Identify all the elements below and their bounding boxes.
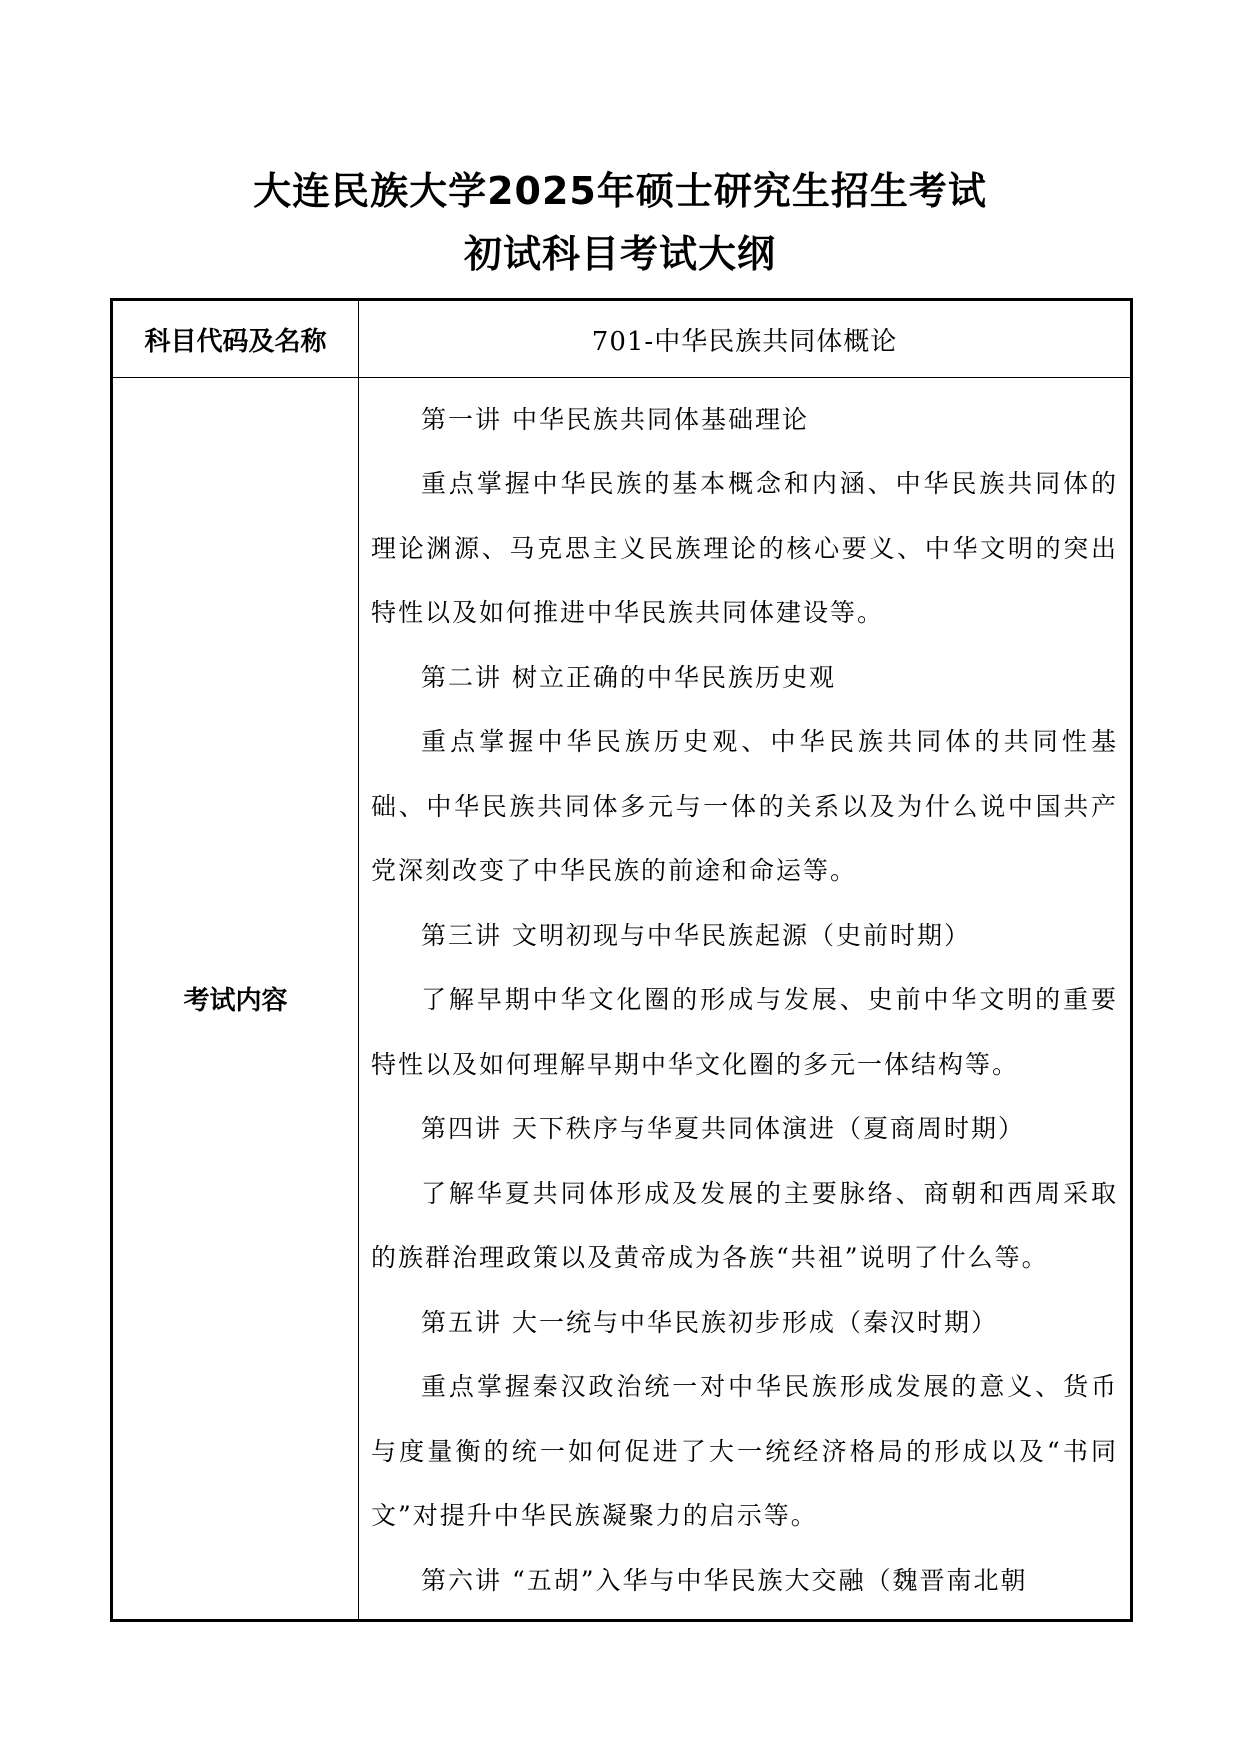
table-row [112, 300, 1132, 378]
lecture-3-heading: 第三讲 文明初现与中华民族起源（史前时期） [421, 920, 971, 950]
table-row [112, 378, 1132, 1621]
lecture-5-body: 重点掌握秦汉政治统一对中华民族形成发展的意义、货币与度量衡的统一如何促进了大一统经济格局的形成以及“书同文”对提升中华民族凝聚力的启示等。 [371, 1372, 1118, 1530]
lecture-3-body: 了解早期中华文化圈的形成与发展、史前中华文明的重要特性以及如何理解早期中华文化圈的多元一体结构等。 [371, 985, 1118, 1079]
lecture-6-heading: 第六讲 “五胡”入华与中华民族大交融（魏晋南北朝 [421, 1565, 1028, 1595]
lecture-4-body: 了解华夏共同体形成及发展的主要脉络、商朝和西周采取的族群治理政策以及黄帝成为各族“共祖”说明了什么等。 [371, 1178, 1118, 1272]
document-title-line2: 初试科目考试大纲 [463, 232, 776, 276]
lecture-5-heading: 第五讲 大一统与中华民族初步形成（秦汉时期） [421, 1307, 998, 1337]
lecture-2-heading: 第二讲 树立正确的中华民族历史观 [421, 662, 836, 692]
exam-content-text [359, 380, 1130, 1618]
lecture-2-body: 重点掌握中华民族历史观、中华民族共同体的共同性基础、中华民族共同体多元与一体的关系以及为什么说中国共产党深刻改变了中华民族的前途和命运等。 [371, 727, 1118, 885]
document-title-line1: 大连民族大学2025年硕士研究生招生考试 [253, 169, 987, 213]
exam-content-label: 考试内容 [112, 378, 359, 1621]
subject-code-label: 科目代码及名称 [112, 300, 359, 378]
lecture-1-body: 重点掌握中华民族的基本概念和内涵、中华民族共同体的理论渊源、马克思主义民族理论的核心要义、中华文明的突出特性以及如何推进中华民族共同体建设等。 [371, 469, 1118, 627]
exam-content-cell [359, 378, 1132, 1621]
syllabus-table [110, 298, 1133, 1622]
subject-code-value: 701-中华民族共同体概论 [359, 300, 1132, 378]
lecture-1-heading: 第一讲 中华民族共同体基础理论 [421, 404, 809, 434]
lecture-4-heading: 第四讲 天下秩序与华夏共同体演进（夏商周时期） [421, 1114, 1025, 1143]
